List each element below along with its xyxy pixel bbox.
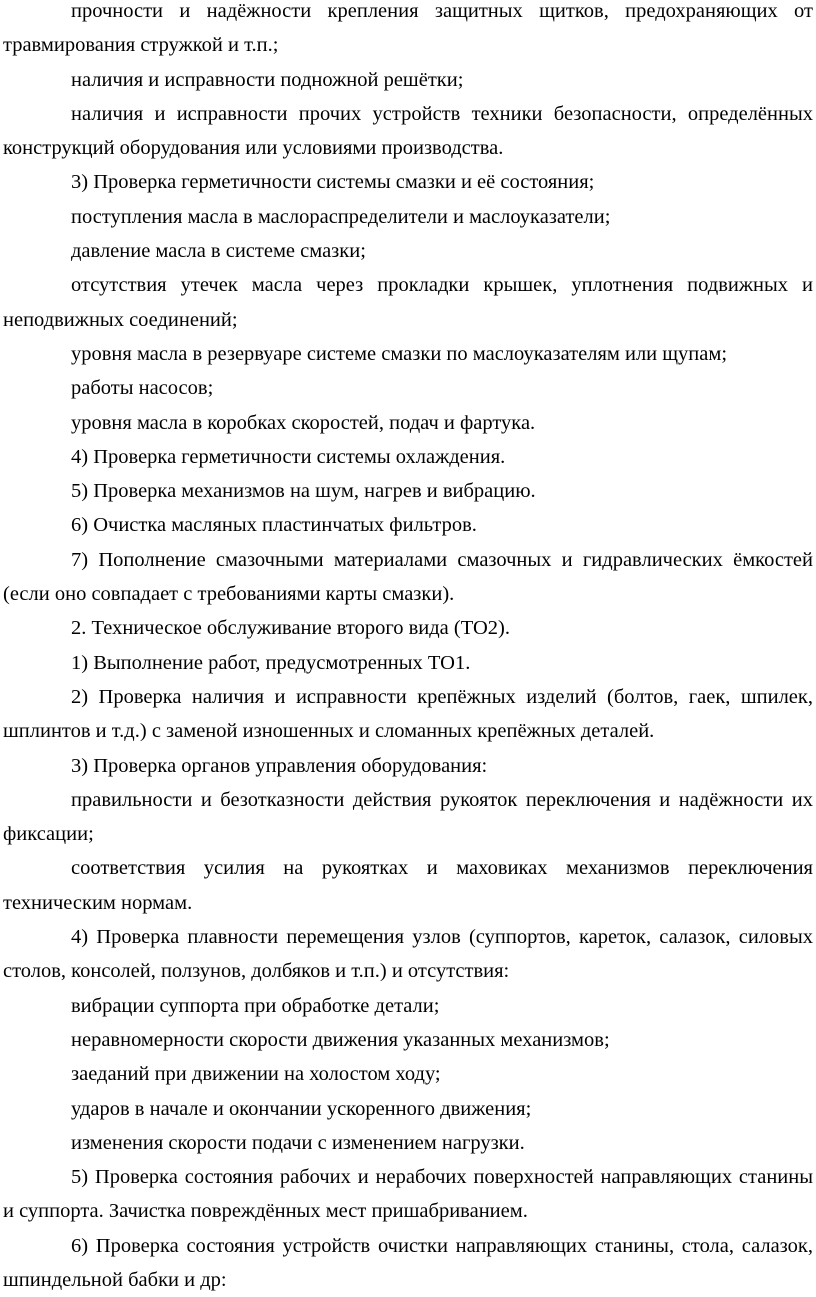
paragraph: заеданий при движении на холостом ходу; <box>71 1063 441 1086</box>
paragraph: правильности и безотказности действия рукояток переключения и надёжности их фиксации; <box>3 788 813 846</box>
paragraph: 4) Проверка плавности перемещения узлов (суппортов, кареток, салазок, силовых столов, консолей, ползунов, долбяков и т.п.) и отсутствия: <box>3 926 813 983</box>
paragraph: отсутствия утечек масла через прокладки крышек, уплотнения подвижных и неподвижных соединений; <box>3 274 813 331</box>
paragraph: уровня масла в резервуаре системе смазки по маслоуказателям или щупам; <box>71 342 728 365</box>
paragraph: 5) Проверка состояния рабочих и нерабочих поверхностей направляющих станины и суппорта. Зачистка повреждённых мест пришабриванием. <box>3 1166 813 1223</box>
paragraph: поступления масла в маслораспределители и маслоуказатели; <box>71 205 611 228</box>
paragraph: наличия и исправности прочих устройств техники безопасности, определённых конструкций оборудования или условиями производства. <box>3 102 813 160</box>
paragraph: 3) Проверка органов управления оборудования: <box>71 754 488 777</box>
paragraph: уровня масла в коробках скоростей, подач и фартука. <box>71 411 536 434</box>
paragraph: 2) Проверка наличия и исправности крепёжных изделий (болтов, гаек, шпилек, шплинтов и т.д.) с заменой изношенных и сломанных крепёжных деталей. <box>3 685 813 743</box>
paragraph: ударов в начале и окончании ускоренного движения; <box>71 1097 532 1120</box>
paragraph: 7) Пополнение смазочными материалами смазочных и гидравлических ёмкостей (если оно совпадает с требованиями карты смазки). <box>3 548 813 606</box>
paragraph: соответствия усилия на рукоятках и маховиках механизмов переключения техническим нормам. <box>3 857 813 914</box>
paragraph: 6) Проверка состояния устройств очистки направляющих станины, стола, салазок, шпиндельной бабки и др: <box>3 1234 813 1291</box>
paragraph: 4) Проверка герметичности системы охлаждения. <box>71 445 506 468</box>
paragraph: давление масла в системе смазки; <box>71 240 366 263</box>
paragraph: прочности и надёжности крепления защитных щитков, предохраняющих от травмирования стружкой и т.п.; <box>3 0 813 57</box>
paragraph: 2. Техническое обслуживание второго вида (ТО2). <box>71 617 510 640</box>
paragraph: вибрации суппорта при обработке детали; <box>71 994 440 1017</box>
paragraph: неравномерности скорости движения указанных механизмов; <box>71 1028 610 1051</box>
paragraph: изменения скорости подачи с изменением нагрузки. <box>71 1131 525 1154</box>
paragraph: 5) Проверка механизмов на шум, нагрев и вибрацию. <box>71 480 536 503</box>
paragraph: 3) Проверка герметичности системы смазки и её состояния; <box>71 171 595 194</box>
paragraph: 6) Очистка масляных пластинчатых фильтров. <box>71 514 477 537</box>
paragraph: работы насосов; <box>71 377 214 400</box>
paragraph: 1) Выполнение работ, предусмотренных ТО1. <box>71 651 471 674</box>
document-body <box>3 0 813 1297</box>
paragraph: наличия и исправности подножной решётки; <box>71 68 464 91</box>
